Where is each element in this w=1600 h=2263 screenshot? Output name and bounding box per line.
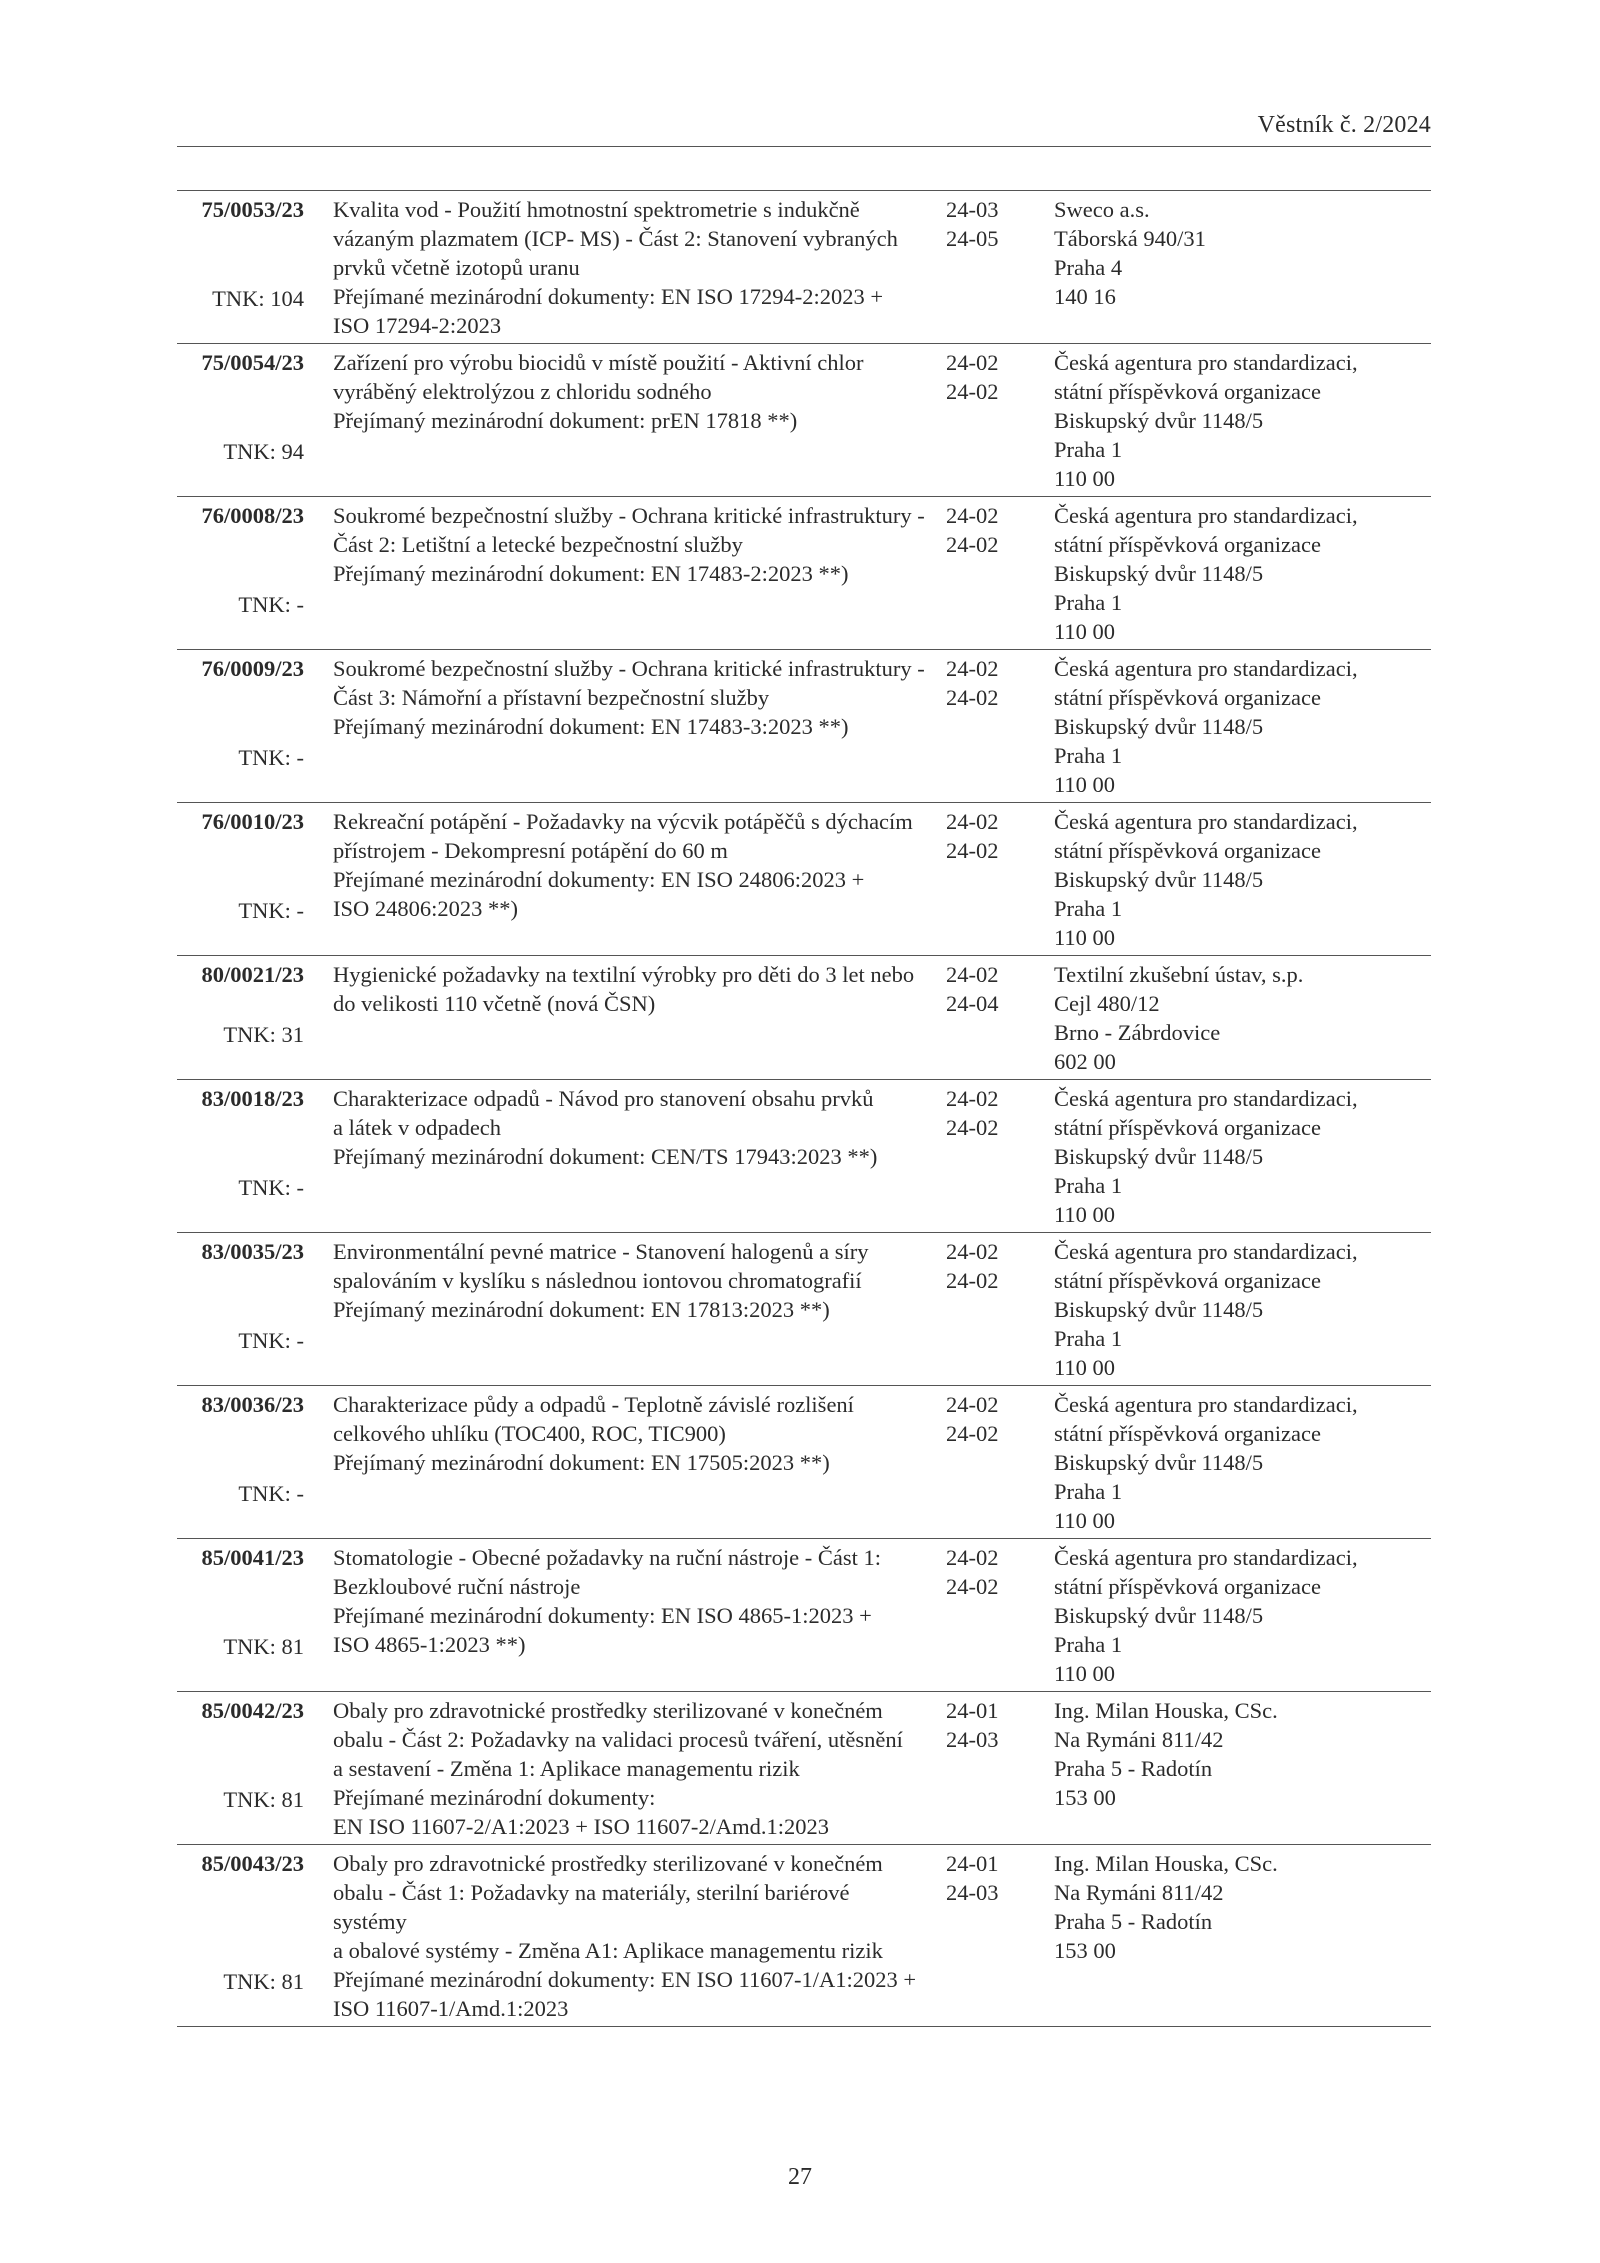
standard-title	[333, 195, 926, 340]
address-line: 602 00	[1054, 1049, 1116, 1074]
standard-title	[333, 654, 926, 799]
title-line: ISO 24806:2023 **)	[333, 896, 518, 921]
standard-number: 80/0021/23	[201, 962, 304, 987]
title-line: přístrojem - Dekompresní potápění do 60 m	[333, 838, 728, 863]
title-line: do velikosti 110 včetně (nová ČSN)	[333, 991, 656, 1016]
title-line: Přejímané mezinárodní dokumenty: EN ISO 24806:2023 +	[333, 867, 865, 892]
standard-id-cell	[177, 654, 304, 799]
title-line: a obalové systémy - Změna A1: Aplikace managementu rizik	[333, 1938, 883, 1963]
title-line: celkového uhlíku (TOC400, ROC, TIC900)	[333, 1421, 726, 1446]
address-line: 110 00	[1054, 1202, 1116, 1227]
processor-address	[1054, 501, 1431, 646]
title-line: Přejímané mezinárodní dokumenty: EN ISO 17294-2:2023 +	[333, 284, 884, 309]
address-line: Praha 1	[1054, 1479, 1123, 1504]
address-line: Česká agentura pro standardizaci,	[1054, 809, 1358, 834]
standard-number: 85/0043/23	[201, 1851, 304, 1876]
title-line: Soukromé bezpečnostní služby - Ochrana kritické infrastruktury -	[333, 503, 925, 528]
processor-address	[1054, 1543, 1431, 1688]
title-line: Charakterizace půdy a odpadů - Teplotně závislé rozlišení	[333, 1392, 854, 1417]
address-line: Česká agentura pro standardizaci,	[1054, 350, 1358, 375]
date-value: 24-02	[946, 809, 999, 834]
tnk-label: TNK: 81	[223, 1787, 304, 1812]
address-line: 110 00	[1054, 619, 1116, 644]
dates-cell	[946, 348, 1021, 493]
title-line: Přejímaný mezinárodní dokument: EN 17505:2023 **)	[333, 1450, 830, 1475]
standard-id-cell	[177, 1084, 304, 1229]
title-line: Přejímané mezinárodní dokumenty: EN ISO 11607-1/A1:2023 +	[333, 1967, 917, 1992]
date-value: 24-02	[946, 1115, 999, 1140]
processor-address	[1054, 348, 1431, 493]
title-line: Obaly pro zdravotnické prostředky sterilizované v konečném	[333, 1851, 883, 1876]
address-line: státní příspěvková organizace	[1054, 379, 1321, 404]
standard-number: 75/0054/23	[201, 350, 304, 375]
table-row	[177, 1845, 1431, 2027]
address-line: Česká agentura pro standardizaci,	[1054, 1545, 1358, 1570]
tnk-label: TNK: 31	[223, 1022, 304, 1047]
address-line: Biskupský dvůr 1148/5	[1054, 867, 1264, 892]
standard-number: 76/0010/23	[201, 809, 304, 834]
table-row	[177, 956, 1431, 1080]
title-line: Přejímané mezinárodní dokumenty:	[333, 1785, 656, 1810]
processor-address	[1054, 1390, 1431, 1535]
title-line: ISO 4865-1:2023 **)	[333, 1632, 526, 1657]
table-row	[177, 1080, 1431, 1233]
date-value: 24-02	[946, 1268, 999, 1293]
dates-cell	[946, 195, 1021, 340]
dates-cell	[946, 1696, 1021, 1841]
date-value: 24-03	[946, 1880, 999, 1905]
address-line: státní příspěvková organizace	[1054, 532, 1321, 557]
processor-address	[1054, 960, 1431, 1076]
title-line: obalu - Část 1: Požadavky na materiály, sterilní bariérové systémy	[333, 1880, 850, 1934]
address-line: 110 00	[1054, 1661, 1116, 1686]
address-line: Biskupský dvůr 1148/5	[1054, 1144, 1264, 1169]
address-line: Biskupský dvůr 1148/5	[1054, 408, 1264, 433]
address-line: Praha 1	[1054, 1632, 1123, 1657]
title-line: prvků včetně izotopů uranu	[333, 255, 580, 280]
standard-id-cell	[177, 1543, 304, 1688]
date-value: 24-03	[946, 1727, 999, 1752]
dates-cell	[946, 1543, 1021, 1688]
date-value: 24-03	[946, 197, 999, 222]
processor-address	[1054, 1849, 1431, 2023]
title-line: Přejímaný mezinárodní dokument: EN 17483-3:2023 **)	[333, 714, 849, 739]
date-value: 24-01	[946, 1851, 999, 1876]
standard-id-cell	[177, 960, 304, 1076]
address-line: Biskupský dvůr 1148/5	[1054, 1297, 1264, 1322]
standard-number: 83/0036/23	[201, 1392, 304, 1417]
address-line: 110 00	[1054, 1355, 1116, 1380]
title-line: Část 3: Námořní a přístavní bezpečnostní služby	[333, 685, 770, 710]
address-line: Praha 1	[1054, 743, 1123, 768]
address-line: 153 00	[1054, 1785, 1116, 1810]
date-value: 24-02	[946, 1421, 999, 1446]
date-value: 24-04	[946, 991, 999, 1016]
address-line: Sweco a.s.	[1054, 197, 1150, 222]
address-line: Česká agentura pro standardizaci,	[1054, 656, 1358, 681]
tnk-label: TNK: -	[238, 898, 304, 923]
address-line: Praha 5 - Radotín	[1054, 1909, 1213, 1934]
address-line: Praha 1	[1054, 1326, 1123, 1351]
processor-address	[1054, 195, 1431, 340]
address-line: Ing. Milan Houska, CSc.	[1054, 1698, 1278, 1723]
address-line: Na Rymáni 811/42	[1054, 1880, 1224, 1905]
address-line: 153 00	[1054, 1938, 1116, 1963]
title-line: vázaným plazmatem (ICP- MS) - Část 2: Stanovení vybraných	[333, 226, 898, 251]
processor-address	[1054, 1084, 1431, 1229]
standard-number: 75/0053/23	[201, 197, 304, 222]
address-line: Brno - Zábrdovice	[1054, 1020, 1221, 1045]
dates-cell	[946, 807, 1021, 952]
address-line: 110 00	[1054, 925, 1116, 950]
tnk-label: TNK: -	[238, 1481, 304, 1506]
title-line: Přejímaný mezinárodní dokument: prEN 17818 **)	[333, 408, 798, 433]
date-value: 24-02	[946, 962, 999, 987]
title-line: Hygienické požadavky na textilní výrobky pro děti do 3 let nebo	[333, 962, 915, 987]
address-line: Česká agentura pro standardizaci,	[1054, 1239, 1358, 1264]
table-row	[177, 1692, 1431, 1845]
date-value: 24-02	[946, 379, 999, 404]
address-line: Biskupský dvůr 1148/5	[1054, 1603, 1264, 1628]
standard-id-cell	[177, 195, 304, 340]
standard-id-cell	[177, 1390, 304, 1535]
address-line: Na Rymáni 811/42	[1054, 1727, 1224, 1752]
standard-title	[333, 1084, 926, 1229]
date-value: 24-02	[946, 532, 999, 557]
standard-id-cell	[177, 501, 304, 646]
dates-cell	[946, 1849, 1021, 2023]
table-row	[177, 344, 1431, 497]
address-line: Praha 5 - Radotín	[1054, 1756, 1213, 1781]
title-line: Obaly pro zdravotnické prostředky sterilizované v konečném	[333, 1698, 883, 1723]
date-value: 24-02	[946, 1545, 999, 1570]
date-value: 24-02	[946, 838, 999, 863]
standard-number: 83/0018/23	[201, 1086, 304, 1111]
address-line: Biskupský dvůr 1148/5	[1054, 1450, 1264, 1475]
address-line: Praha 4	[1054, 255, 1123, 280]
tnk-label: TNK: -	[238, 1328, 304, 1353]
dates-cell	[946, 1390, 1021, 1535]
title-line: Část 2: Letištní a letecké bezpečnostní služby	[333, 532, 743, 557]
standard-title	[333, 1390, 926, 1535]
address-line: Praha 1	[1054, 1173, 1123, 1198]
standard-id-cell	[177, 1849, 304, 2023]
date-value: 24-02	[946, 656, 999, 681]
standard-id-cell	[177, 1696, 304, 1841]
title-line: Zařízení pro výrobu biocidů v místě použití - Aktivní chlor	[333, 350, 864, 375]
address-line: Praha 1	[1054, 437, 1123, 462]
dates-cell	[946, 654, 1021, 799]
table-row	[177, 1233, 1431, 1386]
address-line: Biskupský dvůr 1148/5	[1054, 561, 1264, 586]
title-line: Stomatologie - Obecné požadavky na ruční nástroje - Část 1:	[333, 1545, 881, 1570]
address-line: státní příspěvková organizace	[1054, 1574, 1321, 1599]
title-line: ISO 17294-2:2023	[333, 313, 502, 338]
header-rule	[177, 146, 1431, 147]
date-value: 24-02	[946, 503, 999, 528]
table-row	[177, 1539, 1431, 1692]
address-line: 110 00	[1054, 466, 1116, 491]
title-line: Bezkloubové ruční nástroje	[333, 1574, 581, 1599]
standard-number: 76/0009/23	[201, 656, 304, 681]
standard-number: 76/0008/23	[201, 503, 304, 528]
processor-address	[1054, 807, 1431, 952]
title-line: Soukromé bezpečnostní služby - Ochrana kritické infrastruktury -	[333, 656, 925, 681]
address-line: Praha 1	[1054, 896, 1123, 921]
title-line: Přejímaný mezinárodní dokument: EN 17483-2:2023 **)	[333, 561, 849, 586]
processor-address	[1054, 1237, 1431, 1382]
address-line: státní příspěvková organizace	[1054, 1115, 1321, 1140]
address-line: Táborská 940/31	[1054, 226, 1206, 251]
standard-id-cell	[177, 807, 304, 952]
table-row	[177, 191, 1431, 344]
title-line: a sestavení - Změna 1: Aplikace managementu rizik	[333, 1756, 800, 1781]
date-value: 24-01	[946, 1698, 999, 1723]
tnk-label: TNK: 94	[223, 439, 304, 464]
standard-title	[333, 348, 926, 493]
date-value: 24-02	[946, 1574, 999, 1599]
standard-title	[333, 960, 926, 1076]
tnk-label: TNK: 81	[223, 1634, 304, 1659]
standard-title	[333, 1237, 926, 1382]
address-line: státní příspěvková organizace	[1054, 1421, 1321, 1446]
date-value: 24-05	[946, 226, 999, 251]
title-line: a látek v odpadech	[333, 1115, 502, 1140]
standard-title	[333, 1849, 926, 2023]
date-value: 24-02	[946, 1392, 999, 1417]
address-line: Textilní zkušební ústav, s.p.	[1054, 962, 1304, 987]
tnk-label: TNK: 81	[223, 1969, 304, 1994]
address-line: 110 00	[1054, 772, 1116, 797]
tnk-label: TNK: -	[238, 1175, 304, 1200]
title-line: Rekreační potápění - Požadavky na výcvik potápěčů s dýchacím	[333, 809, 913, 834]
title-line: Kvalita vod - Použití hmotnostní spektrometrie s indukčně	[333, 197, 860, 222]
table-row	[177, 497, 1431, 650]
standard-number: 85/0042/23	[201, 1698, 304, 1723]
standard-title	[333, 501, 926, 646]
title-line: ISO 11607-1/Amd.1:2023	[333, 1996, 569, 2021]
address-line: Ing. Milan Houska, CSc.	[1054, 1851, 1278, 1876]
standard-number: 85/0041/23	[201, 1545, 304, 1570]
page-header: Věstník č. 2/2024	[1257, 112, 1431, 138]
standard-title	[333, 807, 926, 952]
table-row	[177, 1386, 1431, 1539]
tnk-label: TNK: -	[238, 745, 304, 770]
title-line: vyráběný elektrolýzou z chloridu sodného	[333, 379, 712, 404]
address-line: státní příspěvková organizace	[1054, 1268, 1321, 1293]
address-line: státní příspěvková organizace	[1054, 685, 1321, 710]
date-value: 24-02	[946, 1086, 999, 1111]
title-line: Přejímaný mezinárodní dokument: CEN/TS 17943:2023 **)	[333, 1144, 878, 1169]
dates-cell	[946, 501, 1021, 646]
page-number: 27	[788, 2164, 812, 2190]
title-line: spalováním v kyslíku s následnou iontovou chromatografií	[333, 1268, 862, 1293]
date-value: 24-02	[946, 1239, 999, 1264]
processor-address	[1054, 1696, 1431, 1841]
title-line: Přejímaný mezinárodní dokument: EN 17813:2023 **)	[333, 1297, 830, 1322]
address-line: Česká agentura pro standardizaci,	[1054, 503, 1358, 528]
address-line: Cejl 480/12	[1054, 991, 1160, 1016]
address-line: Česká agentura pro standardizaci,	[1054, 1392, 1358, 1417]
title-line: obalu - Část 2: Požadavky na validaci procesů tváření, utěsnění	[333, 1727, 903, 1752]
address-line: Česká agentura pro standardizaci,	[1054, 1086, 1358, 1111]
address-line: Praha 1	[1054, 590, 1123, 615]
address-line: státní příspěvková organizace	[1054, 838, 1321, 863]
table-row	[177, 650, 1431, 803]
title-line: Přejímané mezinárodní dokumenty: EN ISO 4865-1:2023 +	[333, 1603, 872, 1628]
date-value: 24-02	[946, 685, 999, 710]
title-line: EN ISO 11607-2/A1:2023 + ISO 11607-2/Amd.1:2023	[333, 1814, 830, 1839]
address-line: 110 00	[1054, 1508, 1116, 1533]
title-line: Charakterizace odpadů - Návod pro stanovení obsahu prvků	[333, 1086, 874, 1111]
tnk-label: TNK: 104	[212, 286, 304, 311]
standard-id-cell	[177, 348, 304, 493]
title-line: Environmentální pevné matrice - Stanovení halogenů a síry	[333, 1239, 869, 1264]
standard-title	[333, 1696, 926, 1841]
table-row	[177, 803, 1431, 956]
tnk-label: TNK: -	[238, 592, 304, 617]
dates-cell	[946, 1237, 1021, 1382]
processor-address	[1054, 654, 1431, 799]
dates-cell	[946, 1084, 1021, 1229]
standard-id-cell	[177, 1237, 304, 1382]
dates-cell	[946, 960, 1021, 1076]
address-line: 140 16	[1054, 284, 1116, 309]
address-line: Biskupský dvůr 1148/5	[1054, 714, 1264, 739]
date-value: 24-02	[946, 350, 999, 375]
standards-table	[177, 190, 1431, 2027]
standard-title	[333, 1543, 926, 1688]
standard-number: 83/0035/23	[201, 1239, 304, 1264]
